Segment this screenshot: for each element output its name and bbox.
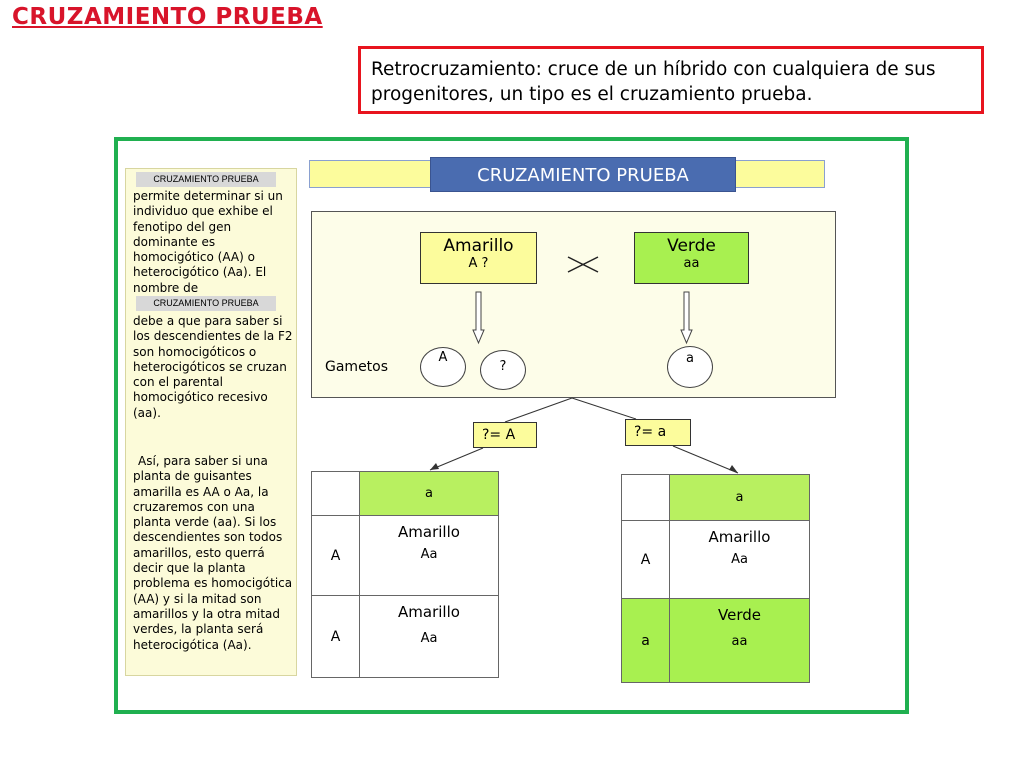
parent-yellow <box>420 232 537 284</box>
punnett-2-cell-2 <box>670 599 810 683</box>
punnett-1-corner <box>312 472 360 516</box>
gamete-unknown: ? <box>480 350 526 390</box>
punnett-1-cell-1-genotype: Aa <box>420 547 438 562</box>
case-2-label: ?= a <box>625 419 691 446</box>
gamete-A: A <box>420 347 466 387</box>
cross-panel <box>311 211 836 398</box>
case-1-label: ?= A <box>473 422 537 448</box>
punnett-1-cell-1-phenotype: Amarillo <box>398 523 460 541</box>
punnett-2-cell-2-genotype: aa <box>731 634 748 649</box>
punnett-1-cell-2-genotype: Aa <box>420 631 438 646</box>
parent-yellow-genotype: A ? <box>468 256 489 271</box>
punnett-2-corner <box>622 475 670 521</box>
page-title: CRUZAMIENTO PRUEBA <box>12 4 323 30</box>
punnett-2-cell-2-phenotype: Verde <box>718 606 761 624</box>
banner-title: CRUZAMIENTO PRUEBA <box>430 157 736 192</box>
punnett-table-2 <box>621 474 810 683</box>
punnett-1-cell-2-phenotype: Amarillo <box>398 603 460 621</box>
definition-text: Retrocruzamiento: cruce de un híbrido con cualquiera de sus progenitores, un tipo es el cruzamiento prueba. <box>371 59 936 105</box>
side-text-1: permite determinar si un individuo que exhibe el fenotipo del gen dominante es homocigótico (AA) o heterocigótico (Aa). El nombre de <box>133 189 283 295</box>
punnett-2-row-header-2: a <box>622 599 670 683</box>
parent-yellow-name: Amarillo <box>443 236 514 256</box>
punnett-2-cell-1 <box>670 521 810 599</box>
parent-green-genotype: aa <box>683 256 700 271</box>
punnett-2-row-header-1: A <box>622 521 670 599</box>
side-label-2: CRUZAMIENTO PRUEBA <box>136 296 276 311</box>
parent-green <box>634 232 749 284</box>
punnett-1-row-header-2: A <box>312 596 360 678</box>
punnett-table-1 <box>311 471 499 678</box>
gamete-a: a <box>667 346 713 388</box>
side-text-3: Así, para saber si una planta de guisantes amarilla es AA o Aa, la cruzaremos con una planta verde (aa). Si los descendientes son todos amarillos, esto querrá decir que la planta problema es homocigótica (AA) y si la mitad son amarillos y la otra mitad verdes, la planta será heterocigótica (Aa). <box>133 454 293 652</box>
punnett-1-cell-2 <box>360 596 499 678</box>
side-text-2: debe a que para saber si los descendientes de la F2 son homocigóticos o heterocigóticos se cruzan con el parental homocigótico recesivo (aa). <box>133 314 293 420</box>
punnett-2-cell-1-phenotype: Amarillo <box>708 528 771 546</box>
side-panel <box>125 168 297 676</box>
punnett-1-cell-1 <box>360 516 499 596</box>
punnett-2-cell-1-genotype: Aa <box>731 552 748 567</box>
side-label-1: CRUZAMIENTO PRUEBA <box>136 172 276 187</box>
punnett-1-row-header-1: A <box>312 516 360 596</box>
parent-green-name: Verde <box>667 236 716 256</box>
punnett-1-col-header: a <box>360 472 499 516</box>
gametes-label: Gametos <box>325 359 389 375</box>
definition-box <box>358 46 984 114</box>
punnett-2-col-header: a <box>670 475 810 521</box>
